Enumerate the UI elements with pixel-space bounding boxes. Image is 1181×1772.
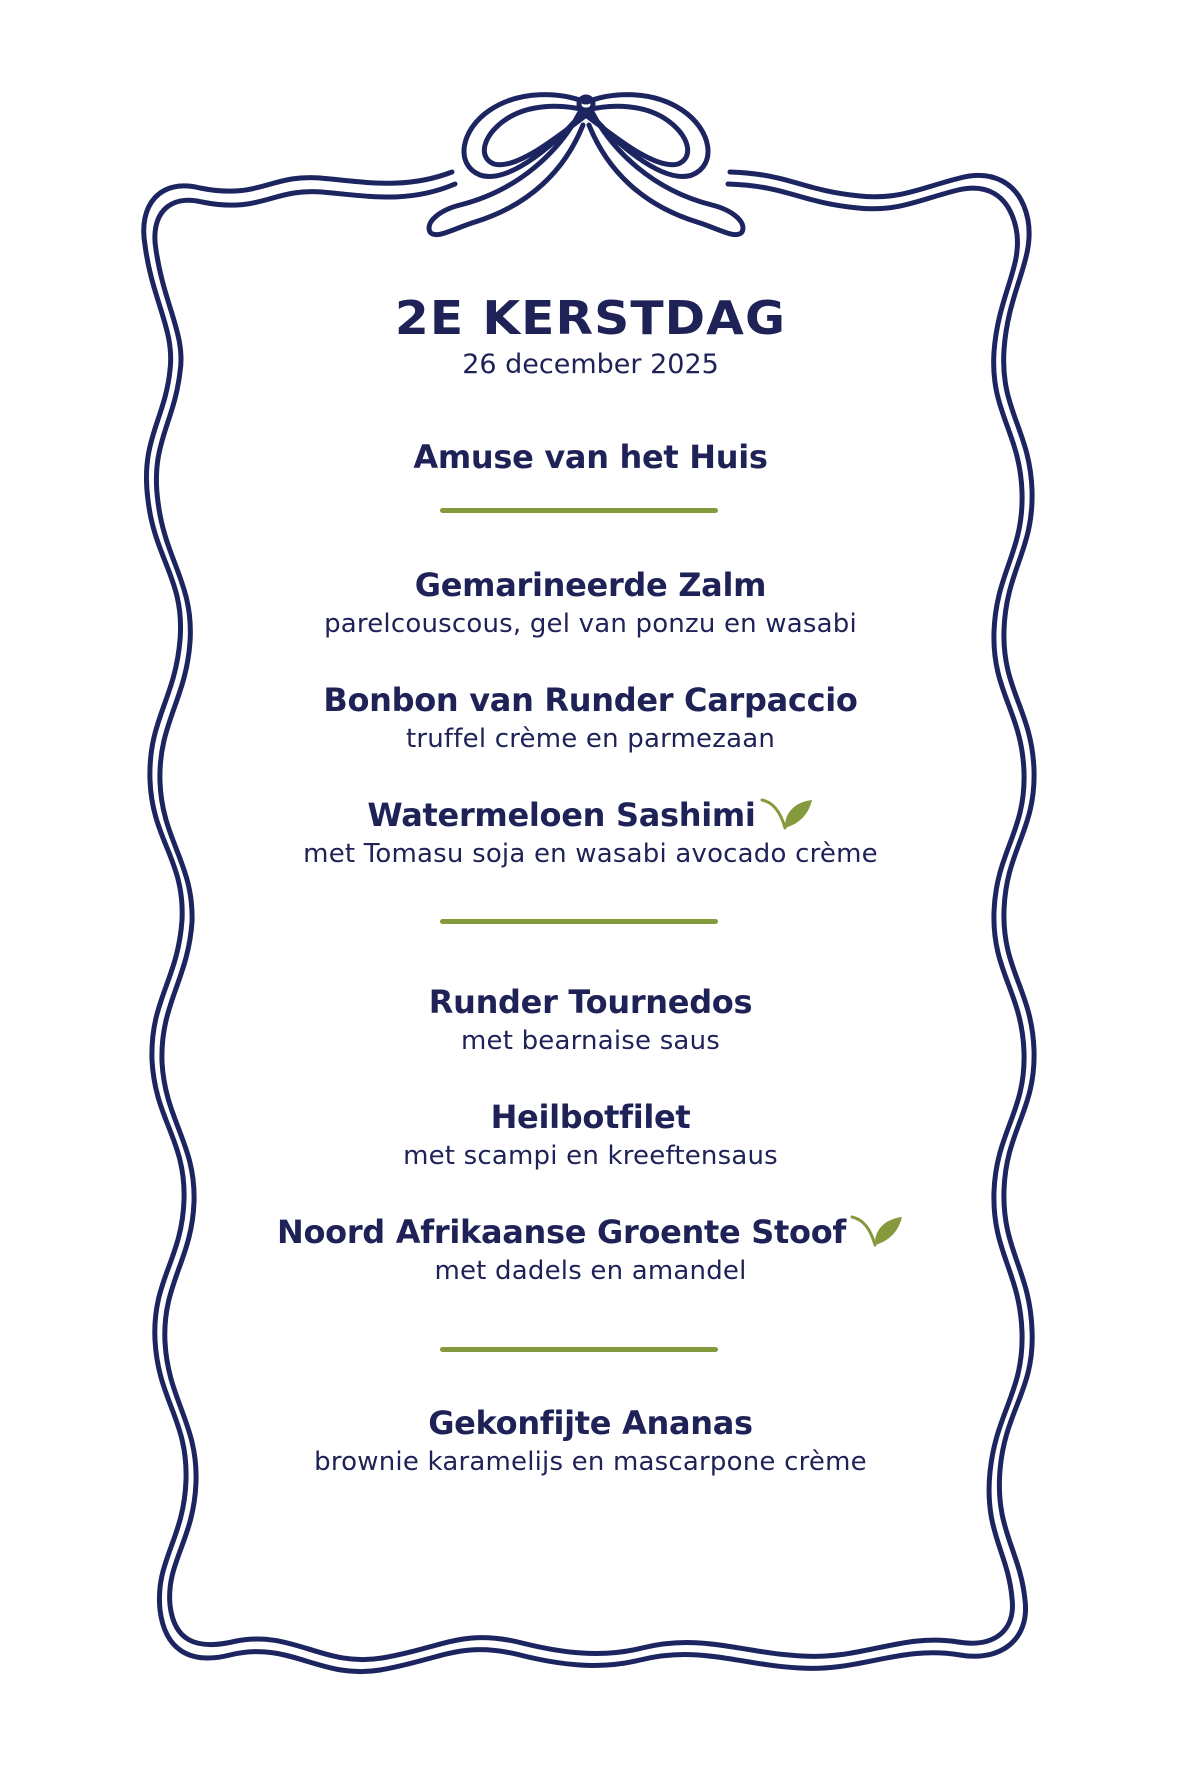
dish-name: Noord Afrikaanse Groente Stoof	[276, 1213, 847, 1251]
dish-name-dessert: Gekonfijte Ananas	[428, 1404, 753, 1442]
dish-description: met Tomasu soja en wasabi avocado crème	[303, 839, 878, 869]
dish-name: Bonbon van Runder Carpaccio	[323, 681, 858, 719]
dish-row-vegetarian	[0, 1211, 1181, 1253]
dish-name: Runder Tournedos	[428, 983, 753, 1021]
dish-description: met dadels en amandel	[434, 1256, 747, 1286]
event-date: 26 december 2025	[462, 349, 719, 380]
section-divider	[440, 1347, 718, 1352]
section-divider	[440, 919, 718, 924]
page-title: 2E KERSTDAG	[394, 291, 787, 345]
dish-description: met scampi en kreeftensaus	[403, 1141, 778, 1171]
dish-description: truffel crème en parmezaan	[405, 724, 776, 754]
dish-description: met bearnaise saus	[461, 1026, 720, 1056]
leaf-icon	[758, 796, 814, 832]
dish-name: Heilbotfilet	[490, 1098, 691, 1136]
dish-name: Gemarineerde Zalm	[414, 566, 767, 604]
dish-row-vegetarian	[0, 794, 1181, 836]
section-divider	[440, 508, 718, 513]
dish-description: parelcouscous, gel van ponzu en wasabi	[324, 609, 857, 639]
leaf-icon	[848, 1213, 904, 1249]
dish-description: brownie karamelijs en mascarpone crème	[314, 1447, 867, 1477]
dish-name: Watermeloen Sashimi	[367, 796, 756, 834]
dish-name-amuse: Amuse van het Huis	[413, 438, 768, 476]
ribbon-bow-icon	[429, 95, 743, 235]
